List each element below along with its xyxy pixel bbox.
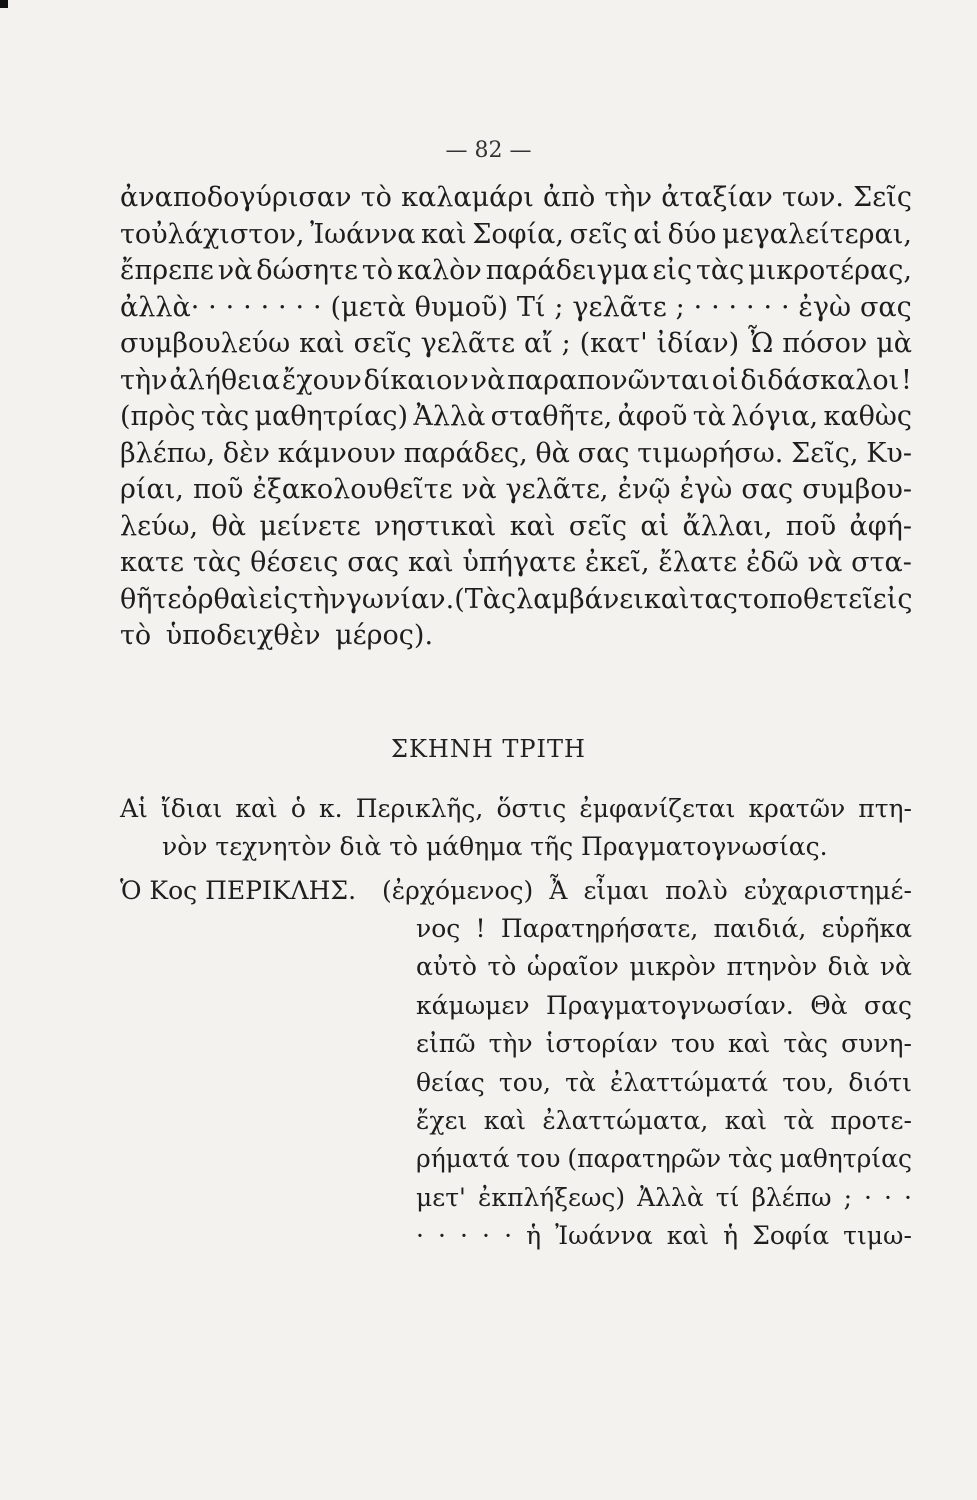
paragraph-word: τας — [689, 583, 738, 615]
paragraph-word: βλέπω, — [120, 437, 216, 469]
paragraph-line — [120, 509, 912, 546]
stage-direction-word: κ. — [319, 794, 343, 823]
speech-word: του, — [498, 1067, 551, 1097]
paragraph-word: σταθῆτε, — [490, 401, 613, 432]
paragraph-word: παραπονῶνται — [507, 364, 710, 396]
paragraph-word: Σεῖς — [853, 182, 912, 213]
speech-word: ἡ — [723, 1221, 739, 1251]
paragraph-line — [120, 290, 912, 327]
paragraph-line — [120, 472, 912, 509]
speech-first-line-word: εὐχαριστημέ- — [743, 876, 912, 905]
speech-word: · — [884, 1182, 892, 1212]
paragraph-word: θὰ — [211, 510, 246, 542]
paragraph-word: εἰς — [258, 583, 299, 615]
paragraph-word: δὲν — [222, 437, 270, 469]
paragraph-word: θέσεις — [250, 547, 339, 578]
speech-word: μετ' — [416, 1182, 466, 1212]
paragraph-word: ἀφοῦ — [617, 401, 688, 432]
speech-line — [416, 1140, 912, 1178]
paragraph-word: καὶ — [421, 218, 467, 250]
paragraph-word: αἱ — [633, 218, 663, 250]
paragraph-word: καλαμάρι — [401, 182, 534, 213]
speech-word: Ἰωάννα — [555, 1221, 653, 1251]
paragraph-word: σεῖς — [353, 328, 412, 359]
stage-direction-word: πτη- — [858, 794, 912, 823]
paragraph-word: ἐγὼ — [798, 291, 852, 323]
paragraph-word: ἔλατε — [658, 547, 738, 578]
paragraph-word: τὰς — [192, 547, 242, 578]
paragraph-word: ἐγὼ — [679, 474, 733, 505]
speech-word: Ἀλλὰ — [637, 1182, 704, 1212]
paragraph-word: δίκαιον — [363, 364, 469, 396]
paragraph-word: καὶ — [643, 583, 690, 615]
paragraph-line — [120, 582, 912, 619]
paragraph-word: καλὸν — [396, 255, 482, 286]
paragraph-word: γωνίαν. — [345, 583, 455, 615]
speech-first-line — [382, 872, 912, 910]
paragraph-word: καὶ — [407, 547, 454, 578]
paragraph-word: νηστικαὶ — [374, 510, 497, 542]
speech-word: συνη- — [841, 1029, 912, 1059]
paragraph — [120, 180, 912, 655]
paragraph-word: εἰς — [652, 255, 693, 286]
paragraph-word: σας — [859, 291, 912, 323]
speech-word: τὰς — [783, 1029, 829, 1059]
paragraph-word: τὰ — [692, 401, 726, 432]
paragraph-line — [120, 326, 912, 363]
paragraph-word: ἀπὸ — [543, 182, 596, 213]
paragraph-word: · — [693, 291, 703, 323]
speech-block — [120, 872, 912, 1256]
paragraph-line: τὸ ὑποδειχθὲν μέρος). — [120, 620, 434, 651]
paragraph-word: τὴν — [604, 182, 653, 213]
speech-word: · — [482, 1221, 490, 1251]
speech-word: ἔχει — [416, 1105, 468, 1135]
paragraph-word: ! — [901, 364, 912, 396]
paragraph-word: τὴν — [120, 364, 168, 396]
paragraph-word: · — [260, 291, 270, 323]
paragraph-word: τοὐλάχιστον, — [120, 218, 305, 250]
paragraph-word: μικροτέρας, — [748, 255, 912, 286]
speech-line — [416, 910, 912, 948]
speech-word: τὰς — [728, 1144, 773, 1174]
paragraph-line — [120, 180, 912, 217]
speech-word: · — [504, 1221, 513, 1251]
paragraph-word: νὰ — [807, 547, 843, 578]
paragraph-word: ρίαι, — [120, 474, 184, 505]
speech-word: παιδιά, — [713, 914, 807, 943]
speech-word: νος — [416, 914, 461, 943]
stage-direction-word: ἴδιαι — [160, 794, 223, 823]
paragraph-word: λόγια, — [731, 401, 819, 432]
paragraph-word: λαμβάνει — [516, 583, 644, 615]
speech-word: καὶ — [483, 1105, 527, 1135]
paragraph-word: μείνετε — [259, 510, 361, 542]
speech-word: μαθητρίας — [779, 1144, 912, 1174]
speech-line — [416, 1025, 912, 1063]
speech-word: ἐλαττώματά — [609, 1067, 769, 1097]
paragraph-word: καὶ — [299, 328, 345, 359]
paragraph-word: ἰδίαν) — [656, 328, 740, 359]
paragraph-word: ὀρθαὶ — [181, 583, 259, 615]
paragraph-word: δώσητε — [256, 255, 359, 286]
paragraph-word: Κυ- — [866, 437, 912, 469]
speech-word: βλέπω — [751, 1182, 832, 1212]
speech-first-line-word: εἶμαι — [583, 876, 650, 905]
paragraph-word: αἱ — [640, 510, 670, 542]
paragraph-word: τοποθετεῖ — [737, 583, 873, 615]
speech-word: τί — [715, 1182, 740, 1212]
paragraph-word: · — [243, 291, 252, 323]
speaker-name: Ὁ Κος ΠΕΡΙΚΛΗΣ. — [120, 876, 357, 905]
speech-word: · — [438, 1221, 446, 1251]
speech-word: κάμωμεν — [416, 990, 530, 1020]
paragraph-word: των. — [781, 182, 844, 213]
speech-word: ! — [475, 914, 486, 943]
paragraph-word: δύο — [667, 218, 717, 250]
paragraph-line — [120, 436, 912, 473]
speech-word: διὰ — [827, 952, 870, 982]
scene-title: ΣΚΗΝΗ ΤΡΙΤΗ — [391, 735, 586, 763]
speech-word: τιμω- — [843, 1221, 912, 1251]
speech-line — [416, 1102, 912, 1140]
paragraph-word: ; — [554, 291, 564, 323]
paragraph-word: (κατ' — [579, 328, 648, 359]
paragraph-word: θῆτε — [120, 583, 182, 615]
speech-word: νὰ — [879, 952, 912, 982]
paragraph-word: γελᾶτε — [572, 291, 667, 323]
speech-line — [416, 1064, 912, 1102]
stage-direction-word: ὁ — [290, 794, 306, 823]
paragraph-word: λεύω, — [120, 510, 199, 542]
speech-word: του — [516, 1144, 561, 1174]
paragraph-word: μὰ — [876, 328, 912, 359]
paragraph-word: στα- — [851, 547, 912, 578]
paragraph-line — [120, 399, 912, 436]
stage-direction-word: Περικλῆς, — [355, 794, 484, 823]
speech-word: (παρατηρῶν — [567, 1144, 722, 1174]
paragraph-word: ἐδῶ — [746, 547, 799, 578]
paragraph-word: νὰ — [461, 474, 497, 505]
paragraph-word: τὸ — [360, 182, 392, 213]
paragraph-word: Ὦ — [748, 328, 774, 359]
speech-first-line-word: Ἆ — [549, 876, 568, 905]
speech-word: προτε- — [830, 1105, 912, 1135]
paragraph-word: ἐκεῖ, — [585, 547, 650, 578]
speech-word: Σοφία — [752, 1221, 830, 1251]
speech-word: πτηνὸν — [726, 952, 818, 982]
paragraph-word: · — [208, 291, 217, 323]
paragraph-line — [120, 363, 912, 400]
speech-word: ἡ — [526, 1221, 542, 1251]
speech-word: ; — [843, 1182, 853, 1212]
paragraph-word: κάμνουν — [277, 437, 396, 469]
paragraph-word: ποῦ — [192, 474, 244, 505]
paragraph-word: συμβου- — [802, 474, 912, 505]
speech-word: · — [460, 1221, 468, 1251]
paragraph-word: ἐξακολουθεῖτε — [252, 474, 453, 505]
speech-word: εὑρῆκα — [821, 914, 912, 943]
paragraph-word: τιμωρήσω. — [637, 437, 784, 469]
paragraph-word: νὰ — [217, 255, 253, 286]
speech-word: αὐτὸ — [416, 952, 477, 982]
paragraph-word: · — [278, 291, 287, 323]
speech-lines — [120, 910, 912, 1256]
paragraph-line — [120, 217, 912, 254]
speech-word: καὶ — [666, 1221, 710, 1251]
speech-word: θείας — [416, 1067, 485, 1097]
paragraph-word: Τί — [516, 291, 546, 323]
speech-word: · — [416, 1221, 424, 1251]
paragraph-word: παράδες, — [403, 437, 528, 469]
paragraph-word: · — [728, 291, 738, 323]
paragraph-word: Σοφία, — [472, 218, 564, 250]
paragraph-word: κατε — [120, 547, 185, 578]
stage-direction-line-1 — [120, 790, 912, 828]
speech-word: καὶ — [728, 1029, 771, 1059]
paragraph-line — [120, 545, 912, 582]
paragraph-word: πόσον — [782, 328, 868, 359]
paragraph-word: καθὼς — [823, 401, 912, 432]
speech-word: σας — [864, 990, 912, 1020]
paragraph-word: τὰς — [200, 401, 250, 432]
speech-word: τὰ — [783, 1105, 815, 1135]
paragraph-word: · — [312, 291, 322, 323]
paragraph-word: ἔπρεπε — [120, 255, 214, 286]
speech-line — [416, 1179, 912, 1217]
paragraph-word: αἴ — [523, 328, 553, 359]
speech-line — [416, 1217, 912, 1255]
speech-first-line-word: (ἐρχόμενος) — [382, 876, 534, 905]
paragraph-word: σας — [741, 474, 794, 505]
speech-word: του — [670, 1029, 716, 1059]
speech-first-line-word: πολὺ — [665, 876, 728, 905]
paragraph-word: ; — [675, 291, 685, 323]
paragraph-word: · — [225, 291, 235, 323]
paragraph-word: ὑπήγατε — [462, 547, 577, 578]
paragraph-word: ἀφή- — [849, 510, 912, 542]
paragraph-line — [120, 253, 912, 290]
speech-word: τὴν — [488, 1029, 533, 1059]
paragraph-word: ἀλλὰ· — [120, 291, 200, 323]
stage-direction-word: κρατῶν — [748, 794, 846, 823]
paragraph-word: νὰ — [470, 364, 506, 396]
paragraph-word: σας — [577, 437, 630, 469]
paragraph-word: ποῦ — [785, 510, 837, 542]
paragraph-word: ἀναποδογύρισαν — [120, 182, 352, 213]
stage-direction-word: ὅστις — [496, 794, 567, 823]
paragraph-word: (πρὸς — [120, 401, 196, 432]
speech-word: τὸ — [487, 952, 517, 982]
stage-direction-word: Αἱ — [120, 794, 148, 823]
paragraph-word: ἀλήθεια — [169, 364, 280, 396]
paragraph-word: τὰς — [695, 255, 745, 286]
stage-direction-word: ἐμφανίζεται — [579, 794, 736, 823]
paragraph-word: Ἀλλὰ — [413, 401, 486, 432]
paragraph-word: · — [711, 291, 720, 323]
page-number: — 82 — — [445, 138, 532, 163]
speech-word: Θὰ — [810, 990, 848, 1020]
stage-direction-line-2: νὸν τεχνητὸν διὰ τὸ μάθημα τῆς Πραγματογνωσίας. — [162, 832, 828, 861]
paragraph-word: γελᾶτε — [420, 328, 516, 359]
paragraph-word: σεῖς — [568, 510, 627, 542]
speech-word: διότι — [848, 1067, 912, 1097]
paragraph-word: ἄλλαι, — [682, 510, 773, 542]
paragraph-word: σεῖς — [569, 218, 628, 250]
speech-word: μικρὸν — [629, 952, 716, 982]
paragraph-word: εἰς — [872, 583, 913, 615]
speech-word: Παρατηρήσατε, — [500, 914, 699, 943]
paragraph-word: θὰ — [535, 437, 570, 469]
paragraph-word: σας — [347, 547, 400, 578]
paragraph-word: ἀταξίαν — [661, 182, 773, 213]
scan-corner-mark — [0, 0, 8, 8]
paragraph-word: ἔχουν — [281, 364, 362, 396]
paragraph-word: συμβουλεύω — [120, 328, 291, 359]
paragraph-word: οἱ — [711, 364, 739, 396]
paragraph-word: Σεῖς, — [791, 437, 859, 469]
stage-direction-word: καὶ — [235, 794, 278, 823]
paragraph-word: παράδειγμα — [485, 255, 649, 286]
paragraph-word: διδάσκαλοι — [740, 364, 900, 396]
speech-line — [416, 987, 912, 1025]
speech-word: ἐλαττώματα, — [542, 1105, 709, 1135]
paragraph-word: γελᾶτε, — [505, 474, 609, 505]
paragraph-word: τὸ — [361, 255, 394, 286]
speech-word: τὰ — [565, 1067, 596, 1097]
paragraph-word: Ἰωάννα — [310, 218, 416, 250]
speech-word: · — [904, 1182, 912, 1212]
speech-line — [416, 948, 912, 986]
paragraph-word: μαθητρίας) — [254, 401, 409, 432]
speaker-row — [120, 872, 912, 910]
paragraph-word: ; — [561, 328, 571, 359]
speech-word: ὡραῖον — [526, 952, 619, 982]
speech-word: καὶ — [724, 1105, 768, 1135]
speech-word: ἐκπλήξεως) — [477, 1182, 626, 1212]
paragraph-word: · — [295, 291, 305, 323]
speech-word: εἰπῶ — [416, 1029, 476, 1059]
paragraph-word: ἐνῷ — [617, 474, 671, 505]
speech-word: ρήματά — [416, 1144, 510, 1174]
paragraph-word: · — [746, 291, 755, 323]
speech-word: · — [864, 1182, 872, 1212]
paragraph-word: τὴν — [298, 583, 346, 615]
speech-word: ἱστορίαν — [545, 1029, 658, 1059]
speech-word: του, — [782, 1067, 835, 1097]
paragraph-word: · — [780, 291, 790, 323]
paragraph-word: (μετὰ — [330, 291, 406, 323]
paragraph-word: θυμοῦ) — [414, 291, 508, 323]
paragraph-word: (Τὰς — [454, 583, 517, 615]
paragraph-word: καὶ — [509, 510, 556, 542]
stage-direction — [120, 790, 912, 866]
speech-word: Πραγματογνωσίαν. — [545, 990, 794, 1020]
paragraph-word: μεγαλείτεραι, — [722, 218, 912, 250]
paragraph-word: · — [763, 291, 773, 323]
